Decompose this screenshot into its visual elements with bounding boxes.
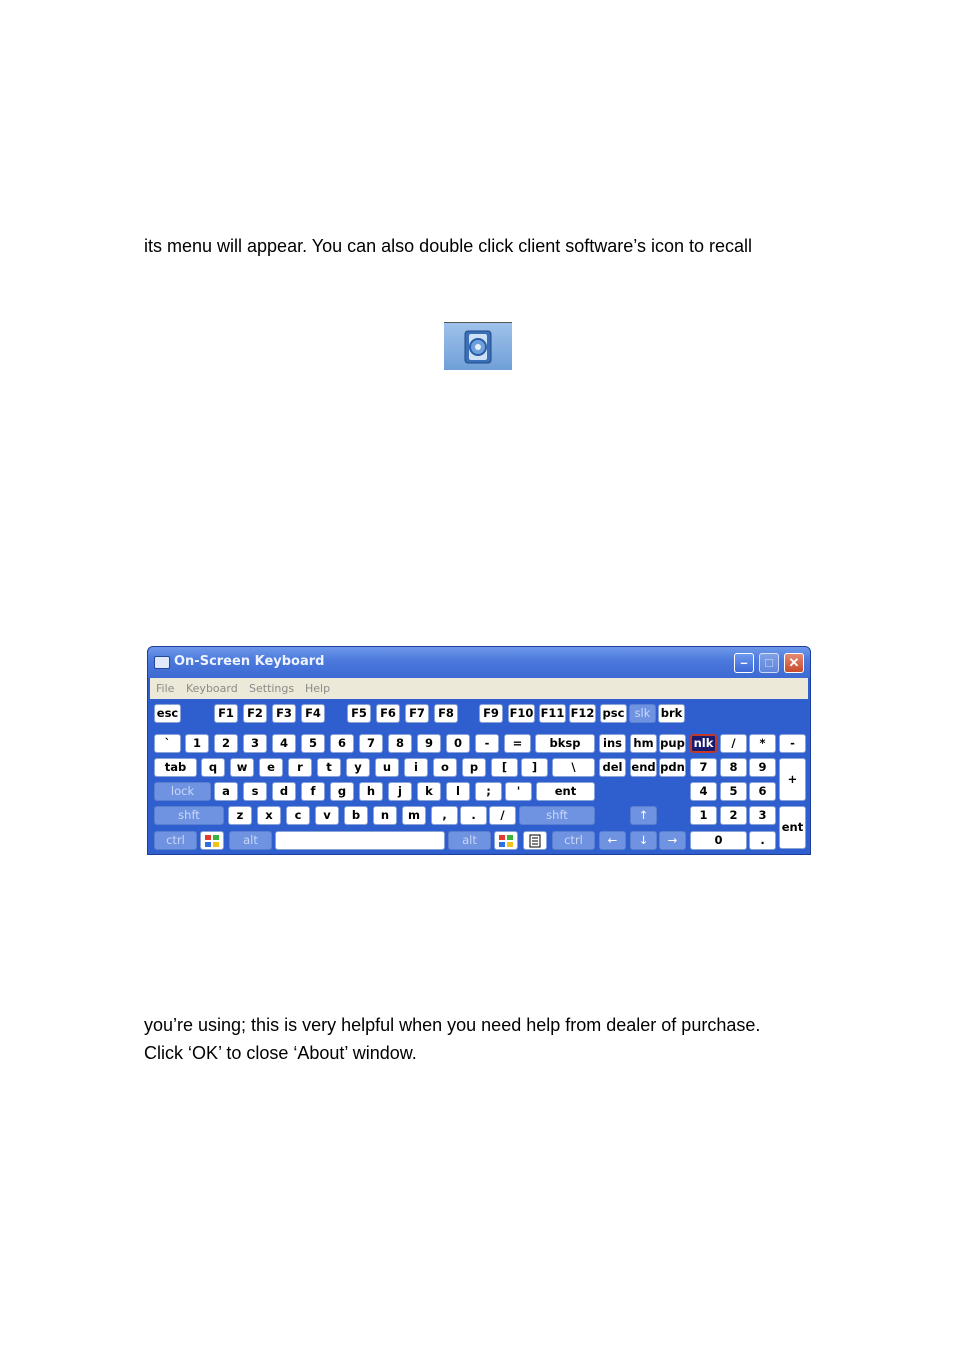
key-f[interactable]: f [301, 782, 325, 801]
key-sym[interactable]: ] [521, 758, 548, 777]
paragraph-top: its menu will appear. You can also double click client software’s icon to recall [144, 236, 753, 256]
key-esc[interactable]: esc [154, 704, 181, 723]
key-s[interactable]: s [243, 782, 267, 801]
key-c[interactable]: c [286, 806, 310, 825]
key-1[interactable]: 1 [185, 734, 209, 753]
key-sym[interactable]: * [749, 734, 776, 753]
key-2[interactable]: 2 [720, 806, 747, 825]
key-m[interactable]: m [402, 806, 426, 825]
key-shft[interactable]: shft [154, 806, 224, 825]
key-slk[interactable]: slk [629, 704, 656, 723]
key-psc[interactable]: psc [600, 704, 627, 723]
keyboard-icon [154, 656, 170, 669]
key-hm[interactable]: hm [630, 734, 657, 753]
key-d[interactable]: d [272, 782, 296, 801]
windows-key[interactable] [494, 831, 518, 850]
key-3[interactable]: 3 [749, 806, 776, 825]
key-pdn[interactable]: pdn [659, 758, 686, 777]
key-sym[interactable]: . [460, 806, 487, 825]
key-sym[interactable]: / [720, 734, 747, 753]
minimize-button[interactable]: – [734, 653, 754, 673]
key-4[interactable]: 4 [690, 782, 717, 801]
key-f12[interactable]: F12 [569, 704, 596, 723]
paragraph-bottom-line-1: you’re using; this is very helpful when you need help from dealer of purchase. [144, 1015, 761, 1035]
key-o[interactable]: o [433, 758, 457, 777]
key-ins[interactable]: ins [599, 734, 626, 753]
key-sym[interactable]: - [779, 734, 806, 753]
key-6[interactable]: 6 [330, 734, 354, 753]
key-sym[interactable]: - [475, 734, 499, 753]
context-menu-icon [529, 834, 541, 848]
key-sym[interactable]: ↓ [630, 831, 657, 850]
close-button[interactable]: ✕ [784, 653, 804, 673]
key-brk[interactable]: brk [658, 704, 685, 723]
menu-key[interactable] [523, 831, 547, 850]
key-sym[interactable]: , [431, 806, 458, 825]
key-p[interactable]: p [462, 758, 486, 777]
key-4[interactable]: 4 [272, 734, 296, 753]
key-f1[interactable]: F1 [214, 704, 238, 723]
key-sym[interactable]: = [504, 734, 531, 753]
paragraph-bottom [144, 1011, 760, 1067]
key-q[interactable]: q [201, 758, 225, 777]
key-sym[interactable]: . [749, 831, 776, 850]
key-9[interactable]: 9 [749, 758, 776, 777]
key-f9[interactable]: F9 [479, 704, 503, 723]
key-bksp[interactable]: bksp [535, 734, 595, 753]
key-f8[interactable]: F8 [434, 704, 458, 723]
on-screen-keyboard-window [147, 646, 811, 855]
window-title: On-Screen Keyboard [174, 654, 325, 669]
key-sym[interactable]: / [489, 806, 516, 825]
key-1[interactable]: 1 [690, 806, 717, 825]
key-sym[interactable]: + [779, 758, 806, 801]
key-ctrl[interactable]: ctrl [552, 831, 595, 850]
key-sym[interactable]: ` [154, 734, 181, 753]
key-e[interactable]: e [259, 758, 283, 777]
key-ent[interactable]: ent [536, 782, 595, 801]
key-f4[interactable]: F4 [301, 704, 325, 723]
key-f6[interactable]: F6 [376, 704, 400, 723]
key-del[interactable]: del [599, 758, 626, 777]
key-tab[interactable]: tab [154, 758, 197, 777]
key-0[interactable]: 0 [446, 734, 470, 753]
key-6[interactable]: 6 [749, 782, 776, 801]
key-b[interactable]: b [344, 806, 368, 825]
key-g[interactable]: g [330, 782, 354, 801]
key-ent[interactable]: ent [779, 806, 806, 849]
key-sym[interactable]: [ [491, 758, 518, 777]
windows-key[interactable] [200, 831, 224, 850]
key-2[interactable]: 2 [214, 734, 238, 753]
key-sym[interactable]: ; [475, 782, 502, 801]
key-y[interactable]: y [346, 758, 370, 777]
key-8[interactable]: 8 [720, 758, 747, 777]
key-l[interactable]: l [446, 782, 470, 801]
key-r[interactable]: r [288, 758, 312, 777]
client-software-tray-icon[interactable] [444, 322, 512, 370]
key-shft[interactable]: shft [519, 806, 595, 825]
key-alt[interactable]: alt [229, 831, 272, 850]
key-f7[interactable]: F7 [405, 704, 429, 723]
key-7[interactable]: 7 [690, 758, 717, 777]
key-k[interactable]: k [417, 782, 441, 801]
maximize-button[interactable]: □ [759, 653, 779, 673]
key-z[interactable]: z [228, 806, 252, 825]
key-ctrl[interactable]: ctrl [154, 831, 197, 850]
key-x[interactable]: x [257, 806, 281, 825]
key-f3[interactable]: F3 [272, 704, 296, 723]
key-0[interactable]: 0 [690, 831, 747, 850]
key-f2[interactable]: F2 [243, 704, 267, 723]
key-sym[interactable]: → [659, 831, 686, 850]
menu-help[interactable]: Help [305, 682, 331, 695]
key-v[interactable]: v [315, 806, 339, 825]
key-8[interactable]: 8 [388, 734, 412, 753]
menu-file[interactable]: File [156, 682, 175, 695]
windows-logo-icon [498, 834, 514, 848]
key-sym[interactable]: \ [552, 758, 595, 777]
menu-settings[interactable]: Settings [249, 682, 295, 695]
key-i[interactable]: i [404, 758, 428, 777]
key-n[interactable]: n [373, 806, 397, 825]
key-5[interactable]: 5 [720, 782, 747, 801]
menu-bar [150, 678, 808, 699]
title-bar[interactable] [148, 647, 810, 678]
disc-icon [459, 329, 497, 365]
key-nlk[interactable]: nlk [690, 734, 717, 753]
key-f10[interactable]: F10 [508, 704, 535, 723]
key-9[interactable]: 9 [417, 734, 441, 753]
key-f11[interactable]: F11 [539, 704, 566, 723]
key-7[interactable]: 7 [359, 734, 383, 753]
key-f5[interactable]: F5 [347, 704, 371, 723]
key-alt[interactable]: alt [448, 831, 491, 850]
key-t[interactable]: t [317, 758, 341, 777]
key-3[interactable]: 3 [243, 734, 267, 753]
windows-logo-icon [204, 834, 220, 848]
key-pup[interactable]: pup [659, 734, 686, 753]
key-5[interactable]: 5 [301, 734, 325, 753]
key-sym[interactable]: ' [505, 782, 532, 801]
space-key[interactable] [275, 831, 445, 850]
paragraph-bottom-line-2: Click ‘OK’ to close ‘About’ window. [144, 1043, 417, 1063]
key-u[interactable]: u [375, 758, 399, 777]
key-sym[interactable]: ↑ [630, 806, 657, 825]
key-a[interactable]: a [214, 782, 238, 801]
key-h[interactable]: h [359, 782, 383, 801]
menu-keyboard[interactable]: Keyboard [186, 682, 238, 695]
key-j[interactable]: j [388, 782, 412, 801]
key-lock[interactable]: lock [154, 782, 211, 801]
key-sym[interactable]: ← [599, 831, 626, 850]
key-end[interactable]: end [630, 758, 657, 777]
key-w[interactable]: w [230, 758, 254, 777]
